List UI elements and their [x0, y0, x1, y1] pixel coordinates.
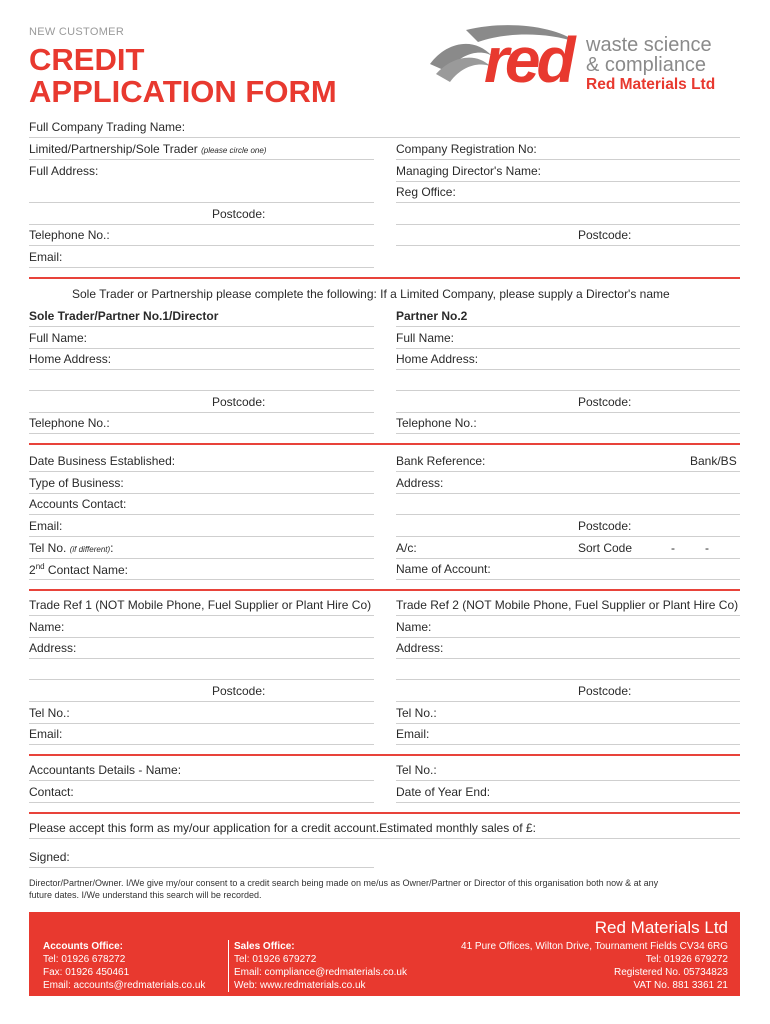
business-email-label: Email:: [29, 519, 63, 533]
trading-name-label: Full Company Trading Name:: [29, 120, 186, 134]
second-contact-label: 2nd Contact Name:: [29, 562, 128, 577]
trade2-address-label: Address:: [396, 641, 444, 655]
accounts-office-email[interactable]: Email: accounts@redmaterials.co.uk: [43, 980, 206, 991]
partner2-postcode-line[interactable]: [396, 412, 740, 413]
bank-ref-label: Bank Reference:: [396, 454, 486, 468]
trade2-postcode-line[interactable]: [396, 701, 740, 702]
reg-no-line[interactable]: [396, 159, 740, 160]
trade2-address-line-1[interactable]: [396, 658, 740, 659]
form-title-line2: APPLICATION FORM: [29, 74, 337, 109]
footer-reg-no: Registered No. 05734823: [614, 967, 728, 978]
account-name-line[interactable]: [396, 579, 740, 580]
footer-address: 41 Pure Offices, Wilton Drive, Tournament Fields CV34 6RG: [461, 941, 728, 952]
trade1-postcode-line[interactable]: [29, 701, 374, 702]
ac-line[interactable]: [396, 558, 740, 559]
trade2-tel-line[interactable]: [396, 723, 740, 724]
partner1-tel-line[interactable]: [29, 433, 374, 434]
partner2-name-line[interactable]: [396, 348, 740, 349]
consent-disclaimer: [29, 877, 740, 901]
trade1-tel-line[interactable]: [29, 723, 374, 724]
trade-heading-line-right: [396, 615, 740, 616]
accountants-contact-line[interactable]: [29, 802, 374, 803]
account-name-label: Name of Account:: [396, 562, 491, 576]
trade-heading-line-left: [29, 615, 374, 616]
disclaimer-line-1: Director/Partner/Owner. I/We give my/our consent to a credit search being made on me/us as Owner/Partner or Director of this organisation both now & at any: [29, 878, 659, 888]
trade1-address-label: Address:: [29, 641, 77, 655]
postcode-label: Postcode:: [212, 207, 266, 221]
partner1-heading: Sole Trader/Partner No.1/Director: [29, 309, 219, 323]
footer-vat-no: VAT No. 881 3361 21: [633, 980, 728, 991]
trade1-address-line-1[interactable]: [29, 658, 374, 659]
bank-address-label: Address:: [396, 476, 444, 490]
partner2-address-line-1[interactable]: [396, 369, 740, 370]
section-divider: [29, 277, 740, 279]
reg-office-label: Reg Office:: [396, 185, 456, 199]
accounts-contact-label: Accounts Contact:: [29, 497, 127, 511]
trade2-postcode-label: Postcode:: [578, 684, 632, 698]
trade-ref1-heading: Trade Ref 1 (NOT Mobile Phone, Fuel Supplier or Plant Hire Co): [29, 598, 372, 612]
footer-company: Red Materials Ltd: [594, 918, 728, 937]
accountants-contact-label: Contact:: [29, 785, 74, 799]
logo-wordmark: red: [484, 24, 572, 96]
partner2-postcode-label: Postcode:: [578, 395, 632, 409]
partner1-name-line[interactable]: [29, 348, 374, 349]
signed-label: Signed:: [29, 850, 70, 864]
section-divider: [29, 812, 740, 814]
monthly-sales-line[interactable]: [29, 838, 740, 839]
year-end-line[interactable]: [396, 802, 740, 803]
logo-company: Red Materials Ltd: [586, 76, 716, 93]
business-type-line[interactable]: [29, 493, 374, 494]
sort-code-dash-1: -: [671, 541, 675, 555]
business-email-line[interactable]: [29, 536, 374, 537]
email-line[interactable]: [29, 267, 374, 268]
company-type-label: Limited/Partnership/Sole Trader (please circle one): [29, 142, 267, 156]
trade2-email-label: Email:: [396, 727, 430, 741]
partner2-name-label: Full Name:: [396, 331, 455, 345]
accounts-contact-line[interactable]: [29, 514, 374, 515]
trade2-address-line-2[interactable]: [396, 679, 740, 680]
accounts-office-tel: Tel: 01926 678272: [43, 954, 126, 965]
partner2-address-line-2[interactable]: [396, 390, 740, 391]
telephone-label: Telephone No.:: [29, 228, 110, 242]
business-type-label: Type of Business:: [29, 476, 124, 490]
partner-heading-line-right: [396, 326, 740, 327]
accountants-tel-line[interactable]: [396, 780, 740, 781]
business-tel-label: Tel No. (if different):: [29, 541, 114, 555]
reg-office-line-1[interactable]: [396, 202, 740, 203]
accounts-office-fax: Fax: 01926 450461: [43, 967, 130, 978]
logo-tagline-2: & compliance: [586, 54, 707, 76]
second-contact-line[interactable]: [29, 579, 374, 580]
accountants-name-label: Accountants Details - Name:: [29, 763, 182, 777]
established-label: Date Business Established:: [29, 454, 176, 468]
reg-postcode-label: Postcode:: [578, 228, 632, 242]
footer-tel: Tel: 01926 679272: [645, 954, 728, 965]
bank-address-line-1[interactable]: [396, 493, 740, 494]
sales-office-email[interactable]: Email: compliance@redmaterials.co.uk: [234, 967, 407, 978]
postcode-line[interactable]: [29, 224, 374, 225]
trade2-name-line[interactable]: [396, 637, 740, 638]
partner1-address-label: Home Address:: [29, 352, 112, 366]
accounts-office-title: Accounts Office:: [43, 941, 124, 952]
footer: [29, 912, 740, 996]
sort-code-dash-2: -: [705, 541, 709, 555]
eyebrow: NEW CUSTOMER: [29, 26, 125, 38]
partner2-tel-line[interactable]: [396, 433, 740, 434]
trade1-name-line[interactable]: [29, 637, 374, 638]
trade1-name-label: Name:: [29, 620, 65, 634]
trading-name-line[interactable]: [29, 137, 740, 138]
established-line[interactable]: [29, 471, 374, 472]
reg-postcode-line[interactable]: [396, 245, 740, 246]
accept-statement: Please accept this form as my/our application for a credit account.Estimated monthly sales of £:: [29, 821, 536, 835]
partner1-postcode-label: Postcode:: [212, 395, 266, 409]
partner2-address-label: Home Address:: [396, 352, 479, 366]
partner2-tel-label: Telephone No.:: [396, 416, 477, 430]
disclaimer-line-2: future dates. I/We understand this search will be recorded.: [29, 890, 262, 900]
business-tel-line[interactable]: [29, 558, 374, 559]
address-label: Full Address:: [29, 164, 99, 178]
partner2-heading: Partner No.2: [396, 309, 468, 323]
bank-postcode-line[interactable]: [396, 536, 740, 537]
trade1-email-line[interactable]: [29, 744, 374, 745]
bank-address-line-2[interactable]: [396, 514, 740, 515]
trade1-address-line-2[interactable]: [29, 679, 374, 680]
trade1-postcode-label: Postcode:: [212, 684, 266, 698]
accountants-name-line[interactable]: [29, 780, 374, 781]
director-line[interactable]: [396, 181, 740, 182]
company-logo: [426, 22, 742, 100]
company-type-line[interactable]: [29, 159, 374, 160]
partner-heading-line-left: [29, 326, 374, 327]
bank-bs-label: Bank/BS: [690, 454, 737, 468]
bank-ref-line[interactable]: [396, 471, 740, 472]
sales-office-tel: Tel: 01926 679272: [234, 954, 317, 965]
reg-no-label: Company Registration No:: [396, 142, 537, 156]
ac-label: A/c:: [396, 541, 417, 555]
footer-divider: [228, 940, 229, 992]
partner1-address-line-2[interactable]: [29, 390, 374, 391]
section-divider: [29, 443, 740, 445]
trade2-name-label: Name:: [396, 620, 432, 634]
trade2-email-line[interactable]: [396, 744, 740, 745]
sales-office-web[interactable]: Web: www.redmaterials.co.uk: [234, 980, 366, 991]
partner1-address-line-1[interactable]: [29, 369, 374, 370]
partner1-name-label: Full Name:: [29, 331, 88, 345]
signature-line[interactable]: [29, 867, 374, 868]
address-line-1[interactable]: [29, 202, 374, 203]
logo-tagline-1: waste science: [586, 34, 712, 56]
email-label: Email:: [29, 250, 63, 264]
director-label: Managing Director's Name:: [396, 164, 542, 178]
reg-office-line-2[interactable]: [396, 224, 740, 225]
sales-office-title: Sales Office:: [234, 941, 295, 952]
section-divider: [29, 754, 740, 756]
trade1-email-label: Email:: [29, 727, 63, 741]
year-end-label: Date of Year End:: [396, 785, 491, 799]
bank-postcode-label: Postcode:: [578, 519, 632, 533]
form-title-line1: CREDIT: [29, 42, 145, 77]
trade2-tel-label: Tel No.:: [396, 706, 437, 720]
telephone-line[interactable]: [29, 245, 374, 246]
sort-code-label: Sort Code: [578, 541, 633, 555]
section-divider: [29, 589, 740, 591]
trade1-tel-label: Tel No.:: [29, 706, 70, 720]
partner1-postcode-line[interactable]: [29, 412, 374, 413]
accountants-tel-label: Tel No.:: [396, 763, 437, 777]
partners-intro: Sole Trader or Partnership please complete the following: If a Limited Company, please supply a Director's name: [72, 287, 670, 301]
trade-ref2-heading: Trade Ref 2 (NOT Mobile Phone, Fuel Supplier or Plant Hire Co): [396, 598, 739, 612]
partner1-tel-label: Telephone No.:: [29, 416, 110, 430]
